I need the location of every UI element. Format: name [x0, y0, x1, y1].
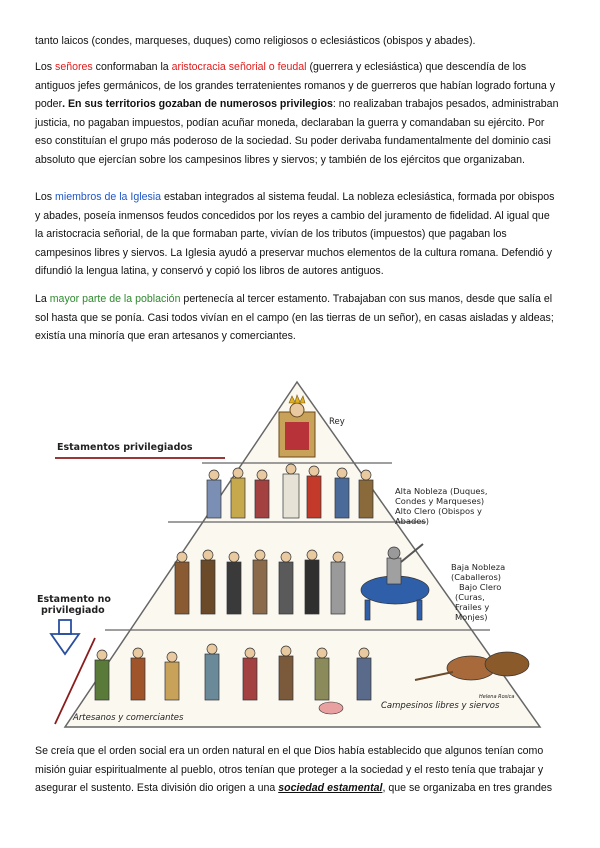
label-alta-1: Alta Nobleza (Duques,: [395, 486, 488, 496]
label-rey: Rey: [329, 417, 345, 427]
label-baja-1: Baja Nobleza: [451, 562, 506, 572]
highlight-senores: señores: [55, 61, 93, 73]
highlight-poblacion: mayor parte de la población: [49, 293, 181, 305]
paragraph-text: pertenecía al tercer estamento. Trabajaban con sus manos, desde que salía el sol hasta que se ponía. Casi todos vivían en el campo (en las tierras de un señor), en casas aisladas y aldeas; existía una minoría que eran artesanos y comerciantes.: [35, 293, 554, 343]
label-alta-3: Alto Clero (Obispos y: [395, 506, 482, 516]
label-baja-4: (Curas,: [455, 592, 485, 602]
paragraph-text: Los: [35, 191, 56, 203]
label-estamentos-privilegiados: Estamentos privilegiados: [57, 442, 193, 453]
paragraph-senores: [35, 58, 560, 170]
highlight-iglesia: miembros de la Iglesia: [55, 191, 162, 203]
label-baja-2: (Caballeros): [451, 572, 502, 582]
paragraph-tercer-estamento: [35, 290, 560, 346]
label-baja-6: Monjes): [455, 612, 488, 622]
paragraph-text: Los: [35, 61, 56, 73]
label-baja-5: Frailes y: [455, 602, 490, 612]
bold-sociedad-estamental: sociedad estamental: [278, 782, 383, 795]
paragraph-text: estaban integrados al sistema feudal. La nobleza eclesiástica, formada por obispos y abades, poseía inmensos feudos concedidos por los reyes a cambio del juramento de fidelidad. Al igual que la aristocracia señorial, de la que formaban parte, vivían de los tributos (impuestos) que pagaban los campesinos libres y siervos. La Iglesia ayudó a preservar muchos elementos de la cultura romana. Defendió y difundió la lengua latina, y conservó y copió los libros de autores antiguos.: [35, 191, 555, 278]
paragraph-text: conformaban la: [92, 61, 172, 73]
label-no-privilegiado-1: Estamento no: [37, 594, 111, 605]
paragraph-text: : no realizaban trabajos pesados, administraban justicia, no pagaban impuestos, podían acuñar moneda, declaraban la guerra y comandaban su ejército. Por eso constituían el grupo más poderoso de la sociedad. Su poder derivaba fundamentalmente del dominio casi absoluto que ejercían sobre los campesinos libres y siervos; y también de los ejércitos que organizaban.: [35, 98, 559, 166]
paragraph-orden-social: [35, 742, 560, 798]
paragraph-text: tanto laicos (condes, marqueses, duques) como religiosos o eclesiásticos (obispos y abades).: [35, 35, 476, 47]
paragraph-text: , que se organizaba en tres grandes: [382, 782, 553, 795]
label-artesanos: Artesanos y comerciantes: [73, 713, 184, 723]
label-no-privilegiado-2: privilegiado: [41, 605, 105, 616]
pyramid-illustration: [35, 362, 560, 734]
paragraph-text: La: [35, 293, 50, 305]
highlight-aristocracia: aristocracia señorial o feudal: [171, 61, 307, 73]
label-baja-3: Bajo Clero: [459, 582, 502, 592]
label-campesinos: Campesinos libres y siervos: [381, 701, 500, 711]
label-alta-2: Condes y Marqueses): [395, 496, 485, 506]
paragraph-text: Se creía que el orden social era un orden natural en el que Dios había establecido que algunos tenían como misión guiar espiritualmente al pueblo, otros tenían que proteger a la sociedad y el resto tenía que trabajar y asegurar el sustento. Esta división dio origen a una: [35, 745, 544, 795]
pig-figure: [319, 702, 343, 714]
paragraph-text: (guerrera y eclesiástica) que descendía de los antiguos jefes germánicos, de los grandes terratenientes romanos y de guerreros que habían logrado fortuna y poder: [35, 61, 555, 111]
paragraph-intro: [35, 32, 560, 51]
label-alta-4: Abades): [395, 516, 429, 526]
bold-privilegios: . En sus territorios gozaban de numerosos privilegios: [62, 98, 333, 111]
down-arrow-icon: [51, 620, 79, 654]
artist-signature: Helena Rosica: [479, 694, 515, 700]
paragraph-iglesia: [35, 188, 560, 281]
